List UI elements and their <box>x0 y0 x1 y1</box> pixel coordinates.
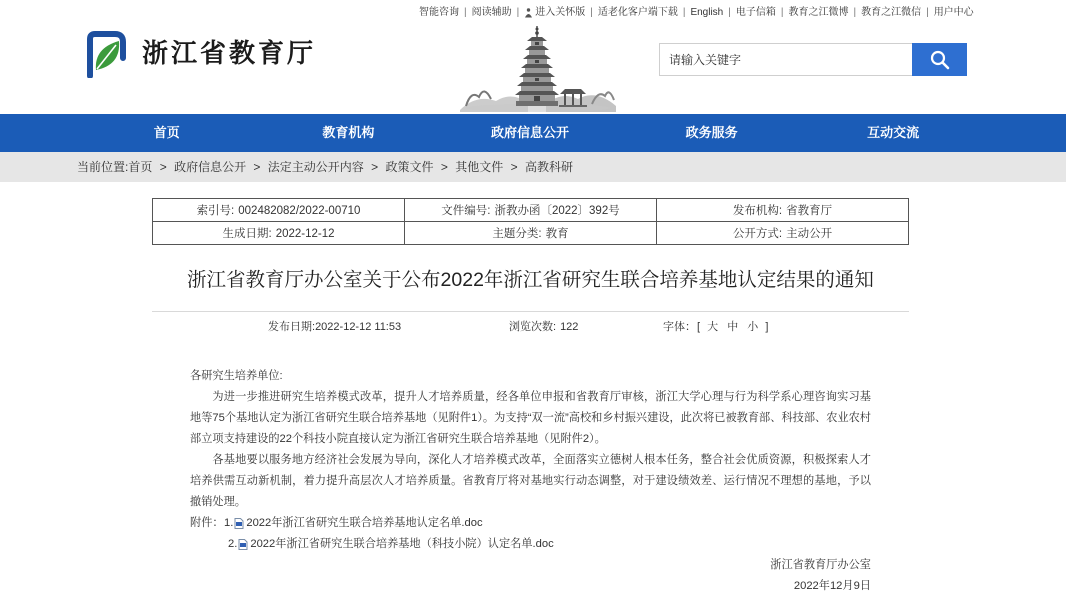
attachment-number: 1. <box>224 517 234 529</box>
breadcrumb-separator: > <box>440 160 448 174</box>
font-size-large[interactable]: 大 <box>707 321 719 333</box>
font-size-bracket: [ <box>697 321 701 333</box>
info-label: 索引号: <box>196 205 235 217</box>
breadcrumb-item-policy-docs[interactable]: 政策文件 <box>385 160 434 174</box>
attachments-label: 附件： <box>190 517 224 529</box>
attachment-name: 2022年浙江省研究生联合培养基地（科技小院）认定名单.doc <box>250 538 554 550</box>
top-link-separator: | <box>728 7 731 18</box>
info-value: 2022-12-12 <box>275 228 335 240</box>
article-body <box>190 366 871 597</box>
nav-item-interaction[interactable]: 互动交流 <box>867 125 920 140</box>
article-paragraph: 为进一步推进研究生培养模式改革，提升人才培养质量，经各单位申报和省教育厅审核，浙江大学心理与行为科学系心理咨询实习基地等75个基地认定为浙江省研究生联合培养基地（见附件1）。为支持“双一流”高校和乡村振兴建设，此次将已被教育部、科技部、农业农村部立项支持建设的22个科技小院直接认定为浙江省研究生联合培养基地（见附件2）。 <box>190 391 871 445</box>
top-link-separator: | <box>516 7 520 18</box>
top-link-english[interactable]: English <box>690 7 724 18</box>
top-link-email[interactable]: 电子信箱 <box>735 7 776 18</box>
breadcrumb-item-higher-education[interactable]: 高教科研 <box>524 160 573 174</box>
view-count-label: 浏览次数: <box>509 321 557 333</box>
breadcrumb-item-home[interactable]: 首页 <box>128 160 153 174</box>
info-label: 公开方式: <box>732 228 783 240</box>
attachment-row <box>190 534 871 555</box>
view-count <box>509 319 578 335</box>
signature-issuer: 浙江省教育厅办公室 <box>770 559 871 571</box>
breadcrumb-separator: > <box>159 160 167 174</box>
search-input[interactable] <box>659 43 912 76</box>
top-link-separator: | <box>853 7 857 18</box>
info-value: 教育 <box>545 228 569 240</box>
info-label: 发布机构: <box>732 205 783 217</box>
education-department-logo-icon <box>85 30 127 78</box>
nav-item-gov-info-disclosure[interactable]: 政府信息公开 <box>490 125 569 140</box>
info-label: 主题分类: <box>492 228 542 240</box>
site-name: 浙江省教育厅 <box>142 39 317 69</box>
info-index-number <box>153 199 405 222</box>
care-mode-icon <box>524 8 533 18</box>
info-value: 002482082/2022-00710 <box>238 205 361 217</box>
font-size-medium[interactable]: 中 <box>727 321 739 333</box>
info-disclosure-method <box>657 222 909 245</box>
top-link-elderly-app-download[interactable]: 适老化客户端下载 <box>597 7 678 18</box>
table-row <box>153 222 909 245</box>
top-link-smart-consult[interactable]: 智能咨询 <box>419 7 459 18</box>
signature-date: 2022年12月9日 <box>793 580 871 592</box>
table-row <box>153 199 909 222</box>
breadcrumb-label: 当前位置: <box>77 160 129 174</box>
info-document-number <box>405 199 657 222</box>
breadcrumb-item-statutory-disclosure[interactable]: 法定主动公开内容 <box>267 160 364 174</box>
title-divider <box>152 311 909 312</box>
font-size-label: 字体： <box>663 321 696 333</box>
top-link-separator: | <box>464 7 467 18</box>
view-count-value: 122 <box>560 321 579 333</box>
pagoda-illustration <box>458 24 618 112</box>
nav-item-home[interactable]: 首页 <box>153 125 180 140</box>
breadcrumb <box>77 152 573 182</box>
top-link-care-mode-label: 进入关怀版 <box>535 7 586 18</box>
info-topic-category <box>405 222 657 245</box>
main-nav <box>0 114 1066 152</box>
nav-item-institutions[interactable]: 教育机构 <box>322 125 375 140</box>
top-utility-links <box>419 6 974 20</box>
attachment-row <box>190 513 871 534</box>
top-link-care-mode[interactable] <box>524 6 585 20</box>
info-issuing-agency <box>657 199 909 222</box>
top-link-wechat[interactable]: 教育之江微信 <box>861 7 922 18</box>
breadcrumb-separator: > <box>253 160 261 174</box>
breadcrumb-item-other-docs[interactable]: 其他文件 <box>455 160 504 174</box>
breadcrumb-separator: > <box>510 160 518 174</box>
top-link-weibo[interactable]: 教育之江微博 <box>788 7 849 18</box>
word-document-icon <box>238 539 248 550</box>
publish-date <box>268 319 401 335</box>
breadcrumb-item-gov-info[interactable]: 政府信息公开 <box>174 160 247 174</box>
info-label: 文件编号: <box>441 205 491 217</box>
attachment-link-2[interactable] <box>228 534 554 555</box>
info-label: 生成日期: <box>222 228 272 240</box>
info-generation-date <box>153 222 405 245</box>
attachment-number: 2. <box>228 538 238 550</box>
document-info-table <box>152 198 909 245</box>
breadcrumb-bar <box>0 152 1066 182</box>
font-size-small[interactable]: 小 <box>747 321 759 333</box>
top-link-separator: | <box>780 7 784 18</box>
info-value: 省教育厅 <box>786 205 833 217</box>
search-icon <box>930 50 950 70</box>
site-logo[interactable] <box>85 30 316 78</box>
article-paragraph: 各基地要以服务地方经济社会发展为导向，深化人才培养模式改革，全面落实立德树人根本任务，整合社会优质资源，积极探索人才培养供需互动新机制，着力提升高层次人才培养质量。省教育厅将对基地实行动态调整，对于建设绩效差、运行情况不理想的基地，予以撤销处理。 <box>190 454 871 508</box>
top-link-separator: | <box>590 7 593 18</box>
top-link-user-center[interactable]: 用户中心 <box>933 7 974 18</box>
search-bar <box>659 43 967 76</box>
attachment-link-1[interactable] <box>224 513 483 534</box>
search-button[interactable] <box>912 43 967 76</box>
top-link-separator: | <box>682 7 686 18</box>
top-link-reading-aid[interactable]: 阅读辅助 <box>471 7 512 18</box>
attachment-name: 2022年浙江省研究生联合培养基地认定名单.doc <box>246 517 483 529</box>
word-document-icon <box>234 518 244 529</box>
info-value: 主动公开 <box>786 228 833 240</box>
publish-date-label: 发布日期: <box>268 321 316 333</box>
main-nav-items <box>76 114 984 152</box>
article-title: 浙江省教育厅办公室关于公布2022年浙江省研究生联合培养基地认定结果的通知 <box>187 269 874 291</box>
top-link-separator: | <box>926 7 929 18</box>
font-size-bracket: ] <box>765 321 769 333</box>
info-value: 浙教办函〔2022〕392号 <box>494 205 620 217</box>
nav-item-services[interactable]: 政务服务 <box>685 125 738 140</box>
breadcrumb-separator: > <box>371 160 379 174</box>
font-size-switcher <box>663 319 769 335</box>
publish-date-value: 2022-12-12 11:53 <box>315 321 402 333</box>
article-greeting: 各研究生培养单位: <box>190 370 283 382</box>
